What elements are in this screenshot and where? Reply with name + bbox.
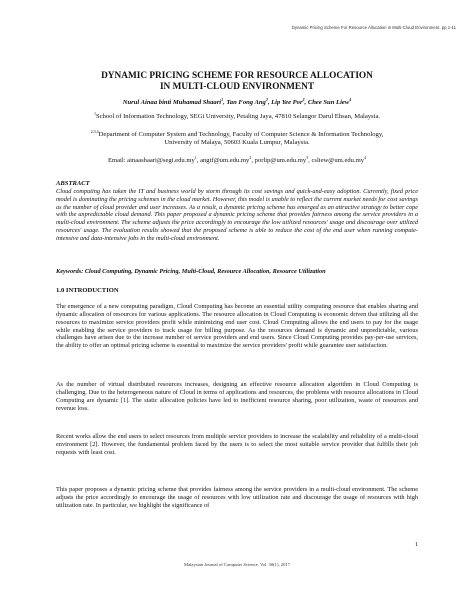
title-line-2: IN MULTI-CLOUD ENVIRONMENT	[159, 81, 315, 92]
paragraph: Recent works allow the end users to select resources from multiple service providers to increase the scalability and reliability of a multi-cloud environment [2]. However, the fundamental problem faced by the users is to select the most suitable service provider that fulfills their job requests with least cost.	[56, 433, 418, 456]
affiliation-line-2: University of Malaya, 50603 Kuala Lumpur, Malaysia.	[164, 139, 310, 147]
keywords: Keywords: Cloud Computing, Dynamic Pricing, Multi-Cloud, Resource Allocation, Resource Utilization	[56, 268, 326, 275]
email-link[interactable]: porlip@um.edu.my	[254, 157, 307, 164]
email-line: Email: $ainaashaari@segi.edu.my^1$, $angtf@um.edu.my^2$, $porlip@um.edu.my^3$, $csliew@um.edu.my^4$	[107, 155, 367, 164]
affiliation-text: School of Information Technology, SEGi University, Petaling Jaya, 47810 Selangor Darul Ehsan, Malaysia.	[95, 113, 381, 120]
email-link[interactable]: angtf@um.edu.my	[200, 157, 250, 164]
author-name: Nurul Ainaa binti Muhamad Shaari	[122, 99, 222, 106]
abstract-text: Cloud computing has taken the IT and business world by storm through its cost savings and quick-and-easy adoption. Currently, fixed price model is dominating the pricing schemes in the cloud market. However, this model is unable to reflect the current market needs for cost savings as the number of cloud provider and user increases. As a result, a dynamic pricing scheme has emerged as an attractive strategy to better cope with the unpredictable cloud demand. This paper proposed a dynamic pricing scheme that provides fairness among the service providers in a multi-cloud environment. The scheme adjusts the price accordingly to encourage the low utilized resources' usage and discourage over utilized resources' usage. The evaluation results showed that the proposed scheme is able to reduce the cost of the end user when running compute-intensive and data-intensive jobs in the multi-cloud environment.	[56, 188, 418, 242]
email-sup: 1	[194, 155, 197, 160]
author-name: Tan Fong Ang	[226, 99, 266, 106]
author-sup: 1	[221, 97, 224, 102]
author-sup: 4	[349, 97, 352, 102]
email-sup: 3	[306, 155, 309, 160]
paper-title	[0, 71, 474, 92]
author-list: Nurul Ainaa binti Muhamad Shaari$^1$, Tan Fong Ang$^2$, Lip Yee Por$^3$, Chee Sun Liew$^4$	[122, 97, 352, 106]
affiliation-line-1: Department of Computer System and Technology, Faculty of Computer Science & Information Technology,	[98, 131, 384, 138]
title-line-1: DYNAMIC PRICING SCHEME FOR RESOURCE ALLOCATION	[101, 71, 373, 81]
email-link[interactable]: ainaashaari@segi.edu.my	[127, 157, 195, 164]
author-sup: 2	[265, 97, 268, 102]
affiliation-sup: 2,3,4	[90, 129, 99, 134]
email-link[interactable]: csliew@um.edu.my	[311, 157, 365, 164]
email-label: Email:	[107, 157, 128, 164]
affiliation-sup: 1	[93, 111, 96, 116]
author-name: Lip Yee Por	[271, 99, 303, 106]
author-sup: 3	[302, 97, 305, 102]
affiliation-2	[40, 131, 434, 147]
abstract-heading: ABSTRACT	[56, 180, 90, 187]
page-number: 1	[414, 541, 418, 548]
paragraph: This paper proposes a dynamic pricing scheme that provides fairness among the service providers in a multi-cloud environment. The scheme adjusts the price accordingly to encourage the usage of resources with low utilization rate and discourage the usage of resources with high utilization rate. In particular, we highlight the significance of	[56, 486, 418, 509]
paragraph: As the number of virtual distributed resources increases, designing an effective resource allocation algorithm in Cloud Computing is challenging. Due to the heterogeneous nature of Cloud in terms of applications and resources, the problems with resource allocations in Cloud Computing are dynamic [1]. The static allocation policies have led to inefficient resource sharing, poor utilization, waste of resources and revenue loss.	[56, 381, 418, 412]
journal-footer: Malaysian Journal of Computer Science. Vol. 30(1), 2017	[184, 562, 290, 567]
affiliation-1	[40, 113, 434, 121]
author-name: Chee Sun Liew	[307, 99, 350, 106]
section-heading: 1.0 INTRODUCTION	[56, 287, 119, 294]
paragraph: The emergence of a new computing paradigm, Cloud Computing has become an essential utility computing resource that enables sharing and dynamic allocation of resources for various applications. The resource allocation in Cloud Computing is economic driven that utilizing all the resources to maximize service providers profit while minimizing end user cost. Cloud Computing allows the end users to pay for the usage while enabling the service providers to track usage for billing purpose. As the resources demand is dynamic and unpredictable, various challenges have arisen due to the increase number of service providers and end users. Since Cloud Computing provides pay-per-use services, the ability to offer an optimal pricing scheme is essential to maximize the service providers' profit while guarantee user satisfaction.	[56, 303, 418, 350]
email-sup: 4	[364, 155, 367, 160]
email-sup: 2	[249, 155, 252, 160]
running-head: Dynamic Pricing Scheme For Resource Allocation in Multi-Cloud Environment. pp 1-11	[291, 25, 456, 30]
